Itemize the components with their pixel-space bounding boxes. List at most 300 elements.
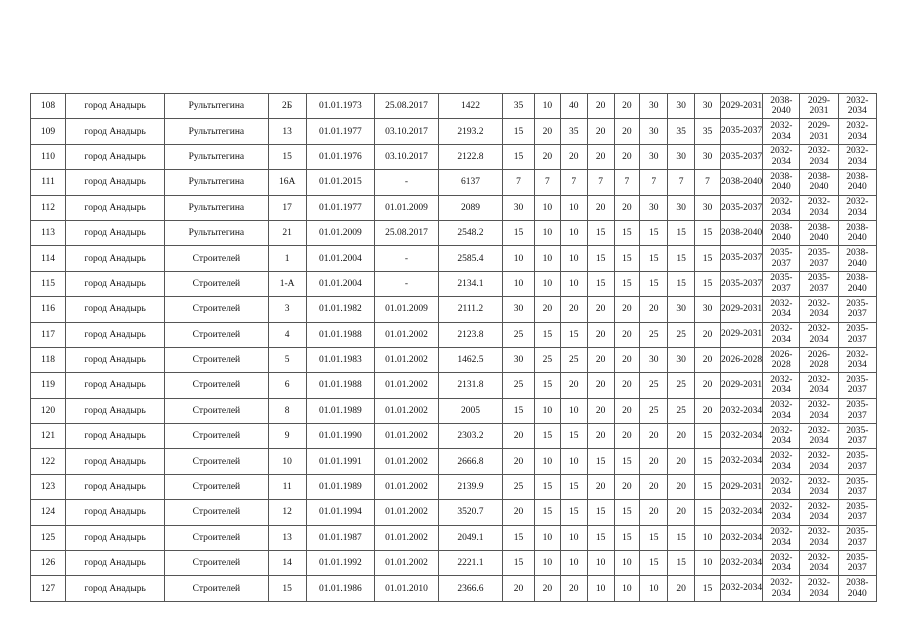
cell-wear-1: 15 bbox=[503, 119, 535, 144]
cell-period-1: 2032-2034 bbox=[720, 576, 762, 601]
cell-row-number: 125 bbox=[31, 525, 66, 550]
cell-wear-1: 15 bbox=[503, 551, 535, 576]
cell-wear-7: 30 bbox=[668, 94, 695, 119]
cell-wear-3: 10 bbox=[560, 525, 587, 550]
cell-wear-8: 7 bbox=[695, 170, 721, 195]
cell-period-4: 2032-2034 bbox=[838, 347, 876, 372]
cell-wear-2: 15 bbox=[535, 500, 561, 525]
cell-privatization-date: 01.01.2009 bbox=[374, 195, 438, 220]
cell-wear-5: 10 bbox=[614, 576, 640, 601]
cell-wear-7: 15 bbox=[668, 246, 695, 271]
cell-wear-5: 10 bbox=[614, 551, 640, 576]
cell-period-2: 2032-2034 bbox=[763, 500, 800, 525]
cell-total-area: 2134.1 bbox=[438, 271, 502, 296]
cell-period-4: 2032-2034 bbox=[838, 119, 876, 144]
cell-street: Рультытегина bbox=[165, 144, 268, 169]
cell-commission-date: 01.01.1989 bbox=[306, 474, 374, 499]
cell-wear-4: 15 bbox=[587, 500, 614, 525]
cell-wear-8: 15 bbox=[695, 424, 721, 449]
cell-privatization-date: 01.01.2009 bbox=[374, 297, 438, 322]
cell-total-area: 2303.2 bbox=[438, 424, 502, 449]
cell-row-number: 111 bbox=[31, 170, 66, 195]
table-row bbox=[31, 322, 877, 347]
cell-period-4: 2038-2040 bbox=[838, 576, 876, 601]
cell-row-number: 112 bbox=[31, 195, 66, 220]
cell-wear-8: 30 bbox=[695, 297, 721, 322]
cell-wear-2: 15 bbox=[535, 322, 561, 347]
table-row bbox=[31, 551, 877, 576]
cell-total-area: 2193.2 bbox=[438, 119, 502, 144]
cell-street: Строителей bbox=[165, 246, 268, 271]
cell-street: Рультытегина bbox=[165, 220, 268, 245]
cell-wear-5: 15 bbox=[614, 500, 640, 525]
cell-row-number: 108 bbox=[31, 94, 66, 119]
cell-street: Строителей bbox=[165, 576, 268, 601]
table-row bbox=[31, 246, 877, 271]
cell-period-2: 2032-2034 bbox=[763, 474, 800, 499]
cell-city: город Анадырь bbox=[66, 525, 165, 550]
cell-wear-8: 20 bbox=[695, 347, 721, 372]
cell-wear-1: 25 bbox=[503, 474, 535, 499]
cell-total-area: 2666.8 bbox=[438, 449, 502, 474]
cell-wear-5: 20 bbox=[614, 347, 640, 372]
cell-commission-date: 01.01.2015 bbox=[306, 170, 374, 195]
cell-privatization-date: 01.01.2002 bbox=[374, 424, 438, 449]
cell-wear-7: 20 bbox=[668, 449, 695, 474]
cell-total-area: 2548.2 bbox=[438, 220, 502, 245]
table-row bbox=[31, 525, 877, 550]
cell-wear-3: 40 bbox=[560, 94, 587, 119]
cell-wear-4: 15 bbox=[587, 271, 614, 296]
cell-wear-2: 20 bbox=[535, 144, 561, 169]
cell-wear-3: 10 bbox=[560, 271, 587, 296]
cell-period-4: 2035-2037 bbox=[838, 322, 876, 347]
cell-wear-6: 15 bbox=[640, 271, 668, 296]
cell-city: город Анадырь bbox=[66, 500, 165, 525]
cell-wear-1: 10 bbox=[503, 246, 535, 271]
table-row bbox=[31, 94, 877, 119]
cell-period-3: 2032-2034 bbox=[800, 449, 838, 474]
cell-wear-2: 10 bbox=[535, 551, 561, 576]
cell-period-4: 2032-2034 bbox=[838, 94, 876, 119]
cell-row-number: 127 bbox=[31, 576, 66, 601]
cell-wear-8: 10 bbox=[695, 551, 721, 576]
cell-house-number: 6 bbox=[268, 373, 306, 398]
cell-city: город Анадырь bbox=[66, 576, 165, 601]
cell-wear-6: 30 bbox=[640, 347, 668, 372]
cell-wear-7: 7 bbox=[668, 170, 695, 195]
cell-wear-8: 15 bbox=[695, 576, 721, 601]
cell-wear-4: 20 bbox=[587, 144, 614, 169]
cell-period-2: 2026-2028 bbox=[763, 347, 800, 372]
cell-period-2: 2032-2034 bbox=[763, 576, 800, 601]
table-row bbox=[31, 220, 877, 245]
cell-period-2: 2032-2034 bbox=[763, 373, 800, 398]
cell-street: Строителей bbox=[165, 525, 268, 550]
cell-wear-4: 20 bbox=[587, 119, 614, 144]
cell-wear-7: 30 bbox=[668, 347, 695, 372]
cell-house-number: 5 bbox=[268, 347, 306, 372]
cell-wear-6: 20 bbox=[640, 297, 668, 322]
cell-privatization-date: - bbox=[374, 246, 438, 271]
cell-street: Строителей bbox=[165, 373, 268, 398]
cell-period-1: 2032-2034 bbox=[720, 398, 762, 423]
cell-period-3: 2038-2040 bbox=[800, 220, 838, 245]
cell-wear-6: 20 bbox=[640, 500, 668, 525]
cell-wear-8: 15 bbox=[695, 246, 721, 271]
cell-row-number: 126 bbox=[31, 551, 66, 576]
cell-privatization-date: 25.08.2017 bbox=[374, 220, 438, 245]
table-row bbox=[31, 373, 877, 398]
cell-wear-3: 25 bbox=[560, 347, 587, 372]
cell-row-number: 124 bbox=[31, 500, 66, 525]
cell-total-area: 2123.8 bbox=[438, 322, 502, 347]
cell-period-1: 2032-2034 bbox=[720, 500, 762, 525]
cell-wear-2: 10 bbox=[535, 449, 561, 474]
cell-house-number: 14 bbox=[268, 551, 306, 576]
cell-period-1: 2035-2037 bbox=[720, 246, 762, 271]
cell-street: Строителей bbox=[165, 424, 268, 449]
cell-wear-6: 20 bbox=[640, 449, 668, 474]
cell-period-1: 2032-2034 bbox=[720, 551, 762, 576]
cell-privatization-date: 01.01.2002 bbox=[374, 322, 438, 347]
cell-total-area: 2131.8 bbox=[438, 373, 502, 398]
cell-city: город Анадырь bbox=[66, 424, 165, 449]
cell-wear-2: 10 bbox=[535, 220, 561, 245]
cell-wear-5: 7 bbox=[614, 170, 640, 195]
cell-row-number: 113 bbox=[31, 220, 66, 245]
cell-wear-1: 15 bbox=[503, 398, 535, 423]
cell-commission-date: 01.01.1987 bbox=[306, 525, 374, 550]
cell-wear-7: 20 bbox=[668, 424, 695, 449]
cell-row-number: 115 bbox=[31, 271, 66, 296]
cell-street: Строителей bbox=[165, 551, 268, 576]
cell-period-1: 2038-2040 bbox=[720, 220, 762, 245]
cell-commission-date: 01.01.1986 bbox=[306, 576, 374, 601]
cell-wear-2: 10 bbox=[535, 271, 561, 296]
cell-privatization-date: 25.08.2017 bbox=[374, 94, 438, 119]
cell-wear-5: 15 bbox=[614, 220, 640, 245]
cell-house-number: 16А bbox=[268, 170, 306, 195]
cell-wear-2: 15 bbox=[535, 474, 561, 499]
cell-row-number: 110 bbox=[31, 144, 66, 169]
cell-period-3: 2032-2034 bbox=[800, 551, 838, 576]
cell-total-area: 3520.7 bbox=[438, 500, 502, 525]
cell-house-number: 1-А bbox=[268, 271, 306, 296]
cell-wear-2: 25 bbox=[535, 347, 561, 372]
cell-wear-3: 20 bbox=[560, 373, 587, 398]
cell-wear-1: 15 bbox=[503, 220, 535, 245]
cell-period-2: 2032-2034 bbox=[763, 144, 800, 169]
cell-wear-6: 25 bbox=[640, 373, 668, 398]
cell-period-1: 2032-2034 bbox=[720, 424, 762, 449]
cell-city: город Анадырь bbox=[66, 246, 165, 271]
cell-row-number: 122 bbox=[31, 449, 66, 474]
cell-privatization-date: 01.01.2010 bbox=[374, 576, 438, 601]
cell-period-3: 2032-2034 bbox=[800, 576, 838, 601]
cell-total-area: 2139.9 bbox=[438, 474, 502, 499]
cell-commission-date: 01.01.2004 bbox=[306, 271, 374, 296]
cell-city: город Анадырь bbox=[66, 119, 165, 144]
cell-commission-date: 01.01.1983 bbox=[306, 347, 374, 372]
cell-street: Строителей bbox=[165, 271, 268, 296]
cell-privatization-date: 01.01.2002 bbox=[374, 398, 438, 423]
cell-street: Рультытегина bbox=[165, 119, 268, 144]
cell-period-4: 2038-2040 bbox=[838, 170, 876, 195]
cell-house-number: 10 bbox=[268, 449, 306, 474]
cell-house-number: 13 bbox=[268, 525, 306, 550]
cell-house-number: 15 bbox=[268, 576, 306, 601]
cell-wear-4: 20 bbox=[587, 474, 614, 499]
cell-wear-6: 30 bbox=[640, 144, 668, 169]
cell-wear-5: 15 bbox=[614, 449, 640, 474]
cell-city: город Анадырь bbox=[66, 195, 165, 220]
cell-period-4: 2035-2037 bbox=[838, 398, 876, 423]
cell-commission-date: 01.01.1988 bbox=[306, 322, 374, 347]
cell-street: Строителей bbox=[165, 322, 268, 347]
cell-wear-4: 20 bbox=[587, 94, 614, 119]
cell-commission-date: 01.01.2009 bbox=[306, 220, 374, 245]
cell-wear-2: 10 bbox=[535, 398, 561, 423]
cell-wear-4: 10 bbox=[587, 576, 614, 601]
cell-wear-7: 25 bbox=[668, 373, 695, 398]
cell-wear-6: 30 bbox=[640, 119, 668, 144]
cell-wear-4: 15 bbox=[587, 246, 614, 271]
cell-commission-date: 01.01.1982 bbox=[306, 297, 374, 322]
cell-wear-5: 20 bbox=[614, 424, 640, 449]
cell-house-number: 4 bbox=[268, 322, 306, 347]
cell-commission-date: 01.01.1977 bbox=[306, 195, 374, 220]
table-row bbox=[31, 500, 877, 525]
cell-period-1: 2035-2037 bbox=[720, 195, 762, 220]
cell-wear-3: 10 bbox=[560, 220, 587, 245]
cell-privatization-date: 01.01.2002 bbox=[374, 474, 438, 499]
cell-wear-5: 20 bbox=[614, 474, 640, 499]
cell-period-1: 2029-2031 bbox=[720, 322, 762, 347]
cell-total-area: 2089 bbox=[438, 195, 502, 220]
cell-commission-date: 01.01.1992 bbox=[306, 551, 374, 576]
cell-city: город Анадырь bbox=[66, 220, 165, 245]
cell-total-area: 2111.2 bbox=[438, 297, 502, 322]
cell-period-4: 2032-2034 bbox=[838, 195, 876, 220]
cell-wear-7: 20 bbox=[668, 474, 695, 499]
cell-wear-7: 20 bbox=[668, 576, 695, 601]
cell-wear-8: 35 bbox=[695, 119, 721, 144]
cell-period-4: 2035-2037 bbox=[838, 525, 876, 550]
cell-wear-8: 20 bbox=[695, 398, 721, 423]
cell-period-1: 2029-2031 bbox=[720, 474, 762, 499]
cell-street: Строителей bbox=[165, 500, 268, 525]
cell-period-1: 2035-2037 bbox=[720, 119, 762, 144]
cell-privatization-date: 03.10.2017 bbox=[374, 119, 438, 144]
cell-wear-2: 15 bbox=[535, 424, 561, 449]
cell-street: Строителей bbox=[165, 449, 268, 474]
table-row bbox=[31, 271, 877, 296]
cell-wear-1: 25 bbox=[503, 322, 535, 347]
cell-wear-7: 30 bbox=[668, 144, 695, 169]
cell-wear-5: 20 bbox=[614, 94, 640, 119]
cell-period-2: 2032-2034 bbox=[763, 119, 800, 144]
cell-wear-2: 10 bbox=[535, 94, 561, 119]
cell-wear-1: 30 bbox=[503, 347, 535, 372]
cell-period-4: 2032-2034 bbox=[838, 144, 876, 169]
cell-period-1: 2032-2034 bbox=[720, 525, 762, 550]
cell-wear-7: 15 bbox=[668, 220, 695, 245]
cell-row-number: 116 bbox=[31, 297, 66, 322]
cell-wear-7: 25 bbox=[668, 398, 695, 423]
cell-period-1: 2035-2037 bbox=[720, 271, 762, 296]
cell-wear-5: 15 bbox=[614, 525, 640, 550]
cell-period-2: 2032-2034 bbox=[763, 525, 800, 550]
cell-period-3: 2038-2040 bbox=[800, 170, 838, 195]
cell-house-number: 15 bbox=[268, 144, 306, 169]
cell-period-1: 2035-2037 bbox=[720, 144, 762, 169]
cell-period-4: 2035-2037 bbox=[838, 424, 876, 449]
cell-period-3: 2032-2034 bbox=[800, 500, 838, 525]
cell-total-area: 2122.8 bbox=[438, 144, 502, 169]
cell-wear-4: 20 bbox=[587, 347, 614, 372]
cell-house-number: 3 bbox=[268, 297, 306, 322]
cell-wear-2: 10 bbox=[535, 195, 561, 220]
cell-period-3: 2032-2034 bbox=[800, 144, 838, 169]
cell-wear-3: 10 bbox=[560, 449, 587, 474]
table-row bbox=[31, 347, 877, 372]
cell-wear-6: 15 bbox=[640, 525, 668, 550]
cell-wear-2: 15 bbox=[535, 373, 561, 398]
cell-city: город Анадырь bbox=[66, 271, 165, 296]
cell-total-area: 2049.1 bbox=[438, 525, 502, 550]
cell-wear-7: 30 bbox=[668, 195, 695, 220]
cell-privatization-date: 01.01.2002 bbox=[374, 373, 438, 398]
cell-wear-8: 30 bbox=[695, 94, 721, 119]
cell-wear-7: 35 bbox=[668, 119, 695, 144]
cell-wear-4: 20 bbox=[587, 322, 614, 347]
cell-period-4: 2035-2037 bbox=[838, 297, 876, 322]
cell-wear-3: 10 bbox=[560, 551, 587, 576]
cell-wear-5: 15 bbox=[614, 246, 640, 271]
cell-wear-6: 20 bbox=[640, 424, 668, 449]
cell-wear-7: 15 bbox=[668, 271, 695, 296]
cell-total-area: 1422 bbox=[438, 94, 502, 119]
cell-city: город Анадырь bbox=[66, 347, 165, 372]
cell-period-4: 2035-2037 bbox=[838, 474, 876, 499]
cell-period-3: 2035-2037 bbox=[800, 271, 838, 296]
cell-house-number: 9 bbox=[268, 424, 306, 449]
cell-period-4: 2038-2040 bbox=[838, 271, 876, 296]
cell-period-2: 2032-2034 bbox=[763, 195, 800, 220]
cell-period-1: 2032-2034 bbox=[720, 449, 762, 474]
cell-period-1: 2026-2028 bbox=[720, 347, 762, 372]
cell-wear-6: 25 bbox=[640, 322, 668, 347]
cell-wear-1: 30 bbox=[503, 195, 535, 220]
cell-wear-5: 20 bbox=[614, 144, 640, 169]
cell-period-4: 2035-2037 bbox=[838, 500, 876, 525]
cell-period-4: 2038-2040 bbox=[838, 246, 876, 271]
cell-wear-2: 20 bbox=[535, 119, 561, 144]
cell-period-3: 2032-2034 bbox=[800, 373, 838, 398]
cell-wear-4: 20 bbox=[587, 424, 614, 449]
cell-commission-date: 01.01.2004 bbox=[306, 246, 374, 271]
cell-wear-2: 7 bbox=[535, 170, 561, 195]
cell-total-area: 2221.1 bbox=[438, 551, 502, 576]
cell-wear-3: 20 bbox=[560, 576, 587, 601]
cell-commission-date: 01.01.1973 bbox=[306, 94, 374, 119]
cell-wear-1: 20 bbox=[503, 576, 535, 601]
cell-wear-1: 15 bbox=[503, 144, 535, 169]
cell-wear-1: 10 bbox=[503, 271, 535, 296]
cell-house-number: 8 bbox=[268, 398, 306, 423]
cell-row-number: 121 bbox=[31, 424, 66, 449]
cell-wear-4: 15 bbox=[587, 449, 614, 474]
cell-city: город Анадырь bbox=[66, 297, 165, 322]
table-row bbox=[31, 449, 877, 474]
cell-commission-date: 01.01.1988 bbox=[306, 373, 374, 398]
table-row bbox=[31, 424, 877, 449]
cell-street: Строителей bbox=[165, 347, 268, 372]
cell-wear-6: 15 bbox=[640, 220, 668, 245]
cell-wear-7: 25 bbox=[668, 322, 695, 347]
cell-commission-date: 01.01.1977 bbox=[306, 119, 374, 144]
cell-house-number: 12 bbox=[268, 500, 306, 525]
housing-register-table bbox=[30, 93, 877, 602]
cell-wear-3: 15 bbox=[560, 500, 587, 525]
cell-wear-8: 20 bbox=[695, 322, 721, 347]
cell-wear-8: 30 bbox=[695, 195, 721, 220]
cell-privatization-date: 01.01.2002 bbox=[374, 449, 438, 474]
cell-privatization-date: 01.01.2002 bbox=[374, 525, 438, 550]
cell-period-2: 2035-2037 bbox=[763, 246, 800, 271]
cell-privatization-date: - bbox=[374, 271, 438, 296]
cell-wear-1: 20 bbox=[503, 500, 535, 525]
cell-total-area: 2366.6 bbox=[438, 576, 502, 601]
cell-wear-4: 7 bbox=[587, 170, 614, 195]
cell-street: Рультытегина bbox=[165, 170, 268, 195]
cell-street: Рультытегина bbox=[165, 195, 268, 220]
cell-period-4: 2035-2037 bbox=[838, 551, 876, 576]
cell-period-2: 2035-2037 bbox=[763, 271, 800, 296]
cell-wear-1: 7 bbox=[503, 170, 535, 195]
cell-wear-3: 15 bbox=[560, 322, 587, 347]
cell-house-number: 13 bbox=[268, 119, 306, 144]
cell-wear-6: 30 bbox=[640, 94, 668, 119]
cell-period-3: 2032-2034 bbox=[800, 398, 838, 423]
cell-wear-1: 30 bbox=[503, 297, 535, 322]
table-row bbox=[31, 170, 877, 195]
cell-period-4: 2035-2037 bbox=[838, 449, 876, 474]
cell-street: Строителей bbox=[165, 398, 268, 423]
cell-wear-4: 20 bbox=[587, 398, 614, 423]
cell-wear-8: 30 bbox=[695, 144, 721, 169]
cell-period-3: 2029-2031 bbox=[800, 94, 838, 119]
cell-period-3: 2032-2034 bbox=[800, 322, 838, 347]
cell-period-2: 2038-2040 bbox=[763, 94, 800, 119]
cell-wear-7: 20 bbox=[668, 500, 695, 525]
cell-wear-8: 15 bbox=[695, 500, 721, 525]
cell-wear-4: 20 bbox=[587, 195, 614, 220]
cell-total-area: 6137 bbox=[438, 170, 502, 195]
cell-city: город Анадырь bbox=[66, 170, 165, 195]
cell-row-number: 123 bbox=[31, 474, 66, 499]
cell-wear-1: 25 bbox=[503, 373, 535, 398]
cell-wear-4: 10 bbox=[587, 551, 614, 576]
cell-total-area: 1462.5 bbox=[438, 347, 502, 372]
cell-wear-1: 20 bbox=[503, 449, 535, 474]
cell-commission-date: 01.01.1991 bbox=[306, 449, 374, 474]
cell-period-3: 2026-2028 bbox=[800, 347, 838, 372]
cell-wear-8: 20 bbox=[695, 373, 721, 398]
cell-period-3: 2032-2034 bbox=[800, 525, 838, 550]
cell-city: город Анадырь bbox=[66, 373, 165, 398]
